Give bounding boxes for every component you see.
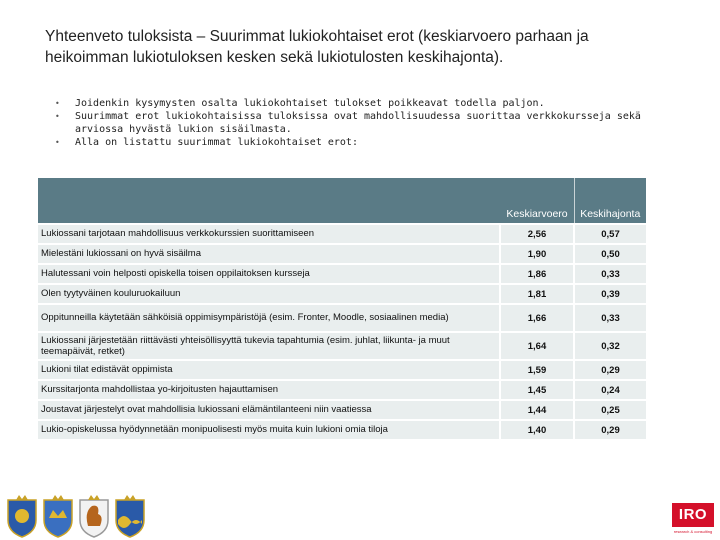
row-mean-diff: 1,40 [500,420,574,439]
row-label: Mielestäni lukiossani on hyvä sisäilma [38,244,500,264]
row-mean-diff: 1,59 [500,360,574,380]
iro-logo-tagline: research & consulting [673,529,713,534]
row-std-dev: 0,24 [574,380,646,400]
bullet-item: • Suurimmat erot lukiokohtaisissa tuloksissa ovat mahdollisuudessa suorittaa verkkokursseja sekä arviossa hyvästä lukion sisäilmasta. [55,111,641,135]
row-label: Lukioni tilat edistävät oppimista [38,360,500,380]
row-label: Oppitunneilla käytetään sähköisiä oppimisympäristöjä (esim. Fronter, Moodle, sosiaalinen media) [38,304,500,332]
crest-shield-icon [6,494,38,538]
row-mean-diff: 1,64 [500,332,574,360]
row-mean-diff: 1,86 [500,264,574,284]
row-std-dev: 0,29 [574,420,646,439]
row-std-dev: 0,25 [574,400,646,420]
row-label: Kurssitarjonta mahdollistaa yo-kirjoitusten hajauttamisen [38,380,500,400]
table-row [38,284,646,304]
table-row [38,420,646,439]
column-header-label [38,178,500,224]
row-label: Halutessani voin helposti opiskella toisen oppilaitoksen kursseja [38,264,500,284]
row-mean-diff: 1,44 [500,400,574,420]
row-std-dev: 0,29 [574,360,646,380]
row-mean-diff: 1,45 [500,380,574,400]
row-mean-diff: 1,90 [500,244,574,264]
table-row [38,244,646,264]
iro-logo-mark: IRO [672,503,714,527]
page-title: Yhteenveto tuloksista – Suurimmat lukiokohtaiset erot (keskiarvoero parhaan ja heikoimman lukiotuloksen kesken sekä lukiotulosten keskihajonta). [45,28,589,66]
bullet-item: • Alla on listattu suurimmat lukiokohtaiset erot: [55,137,358,148]
row-mean-diff: 1,66 [500,304,574,332]
row-label: Lukiossani järjestetään riittävästi yhteisöllisyyttä tukevia tapahtumia (esim. juhlat, liikunta- ja muut teemapäivät, retket) [38,332,500,360]
bullet-list [55,97,655,149]
table-row [38,264,646,284]
row-label: Lukio-opiskelussa hyödynnetään monipuolisesti myös muita kuin lukioni omia tiloja [38,420,500,439]
row-std-dev: 0,39 [574,284,646,304]
iro-logo [672,503,714,534]
table-row [38,224,646,244]
column-header-std-dev: Keskihajonta [574,178,646,224]
bullet-icon: • [55,138,60,147]
table-row [38,400,646,420]
crest-squirrel-icon [78,494,110,538]
row-label: Joustavat järjestelyt ovat mahdollisia lukiossani elämäntilanteeni niin vaatiessa [38,400,500,420]
row-std-dev: 0,33 [574,304,646,332]
table-header-row [38,178,646,224]
bullet-icon: • [55,99,60,108]
bullet-item: • Joidenkin kysymysten osalta lukiokohtaiset tulokset poikkeavat todella paljon. [55,98,545,109]
table-row [38,332,646,360]
crest-crown-icon [42,494,74,538]
crest-wave-icon [114,494,146,538]
bullet-icon: • [55,112,60,121]
table-row [38,304,646,332]
row-std-dev: 0,50 [574,244,646,264]
row-std-dev: 0,33 [574,264,646,284]
table-row [38,360,646,380]
column-header-mean-diff: Keskiarvoero [500,178,574,224]
row-mean-diff: 1,81 [500,284,574,304]
results-table [38,178,646,439]
row-mean-diff: 2,56 [500,224,574,244]
table-row [38,380,646,400]
row-label: Olen tyytyväinen kouluruokailuun [38,284,500,304]
row-std-dev: 0,32 [574,332,646,360]
row-label: Lukiossani tarjotaan mahdollisuus verkkokurssien suorittamiseen [38,224,500,244]
row-std-dev: 0,57 [574,224,646,244]
